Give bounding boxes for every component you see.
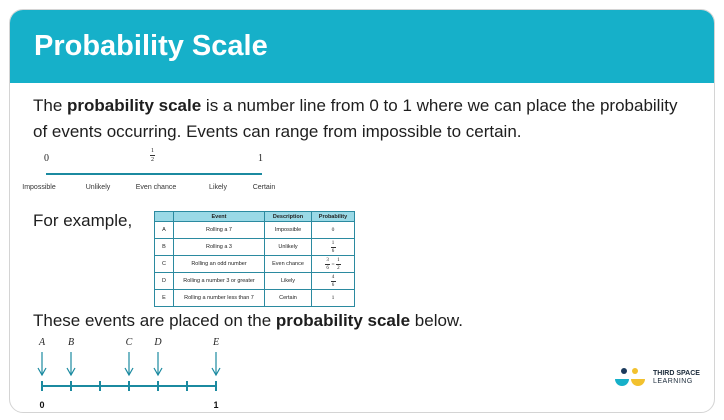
half-denominator: 2 [151, 157, 154, 163]
row-description: Unlikely [265, 239, 312, 256]
row-letter: C [155, 256, 174, 273]
table-row [155, 239, 355, 256]
scale-arrows-and-line [36, 335, 226, 397]
event-letter-a: A [38, 337, 46, 348]
header-event: Event [174, 212, 265, 222]
scale-line [46, 173, 262, 175]
header-description: Description [265, 212, 312, 222]
row-description: Likely [265, 273, 312, 290]
prob-denominator: 6 [331, 248, 335, 254]
prob-denominator: 6 [331, 282, 335, 288]
scale-half-label [150, 148, 155, 163]
table-row [155, 222, 355, 239]
prob-numerator-simplified: 1 [337, 257, 340, 263]
row-event: Rolling a 3 [174, 239, 265, 256]
row-event: Rolling a number less than 7 [174, 290, 265, 307]
table-row [155, 290, 355, 307]
table-header-row [155, 212, 355, 222]
arrow-c [125, 352, 133, 375]
scale-end-label: 1 [258, 153, 263, 164]
prob-denominator-simplified: 2 [337, 265, 340, 271]
page-title: Probability Scale [34, 30, 268, 62]
row-probability [312, 273, 355, 290]
arrow-d [154, 352, 162, 375]
intro-text-start: The [33, 96, 68, 115]
row-description: Even chance [265, 256, 312, 273]
sentence-bold-term: probability scale [275, 311, 411, 330]
example-label: For example, [33, 211, 133, 230]
sentence-text-end: below. [410, 311, 463, 330]
row-letter: A [155, 222, 174, 239]
row-event: Rolling an odd number [174, 256, 265, 273]
logo-text [653, 370, 700, 386]
logo-line-2: LEARNING [653, 378, 693, 385]
slide-card [9, 9, 715, 413]
row-probability [312, 256, 355, 273]
half-numerator: 1 [151, 148, 154, 154]
row-probability [312, 239, 355, 256]
sentence-text-start: These events are placed on the [33, 311, 276, 330]
intro-text-end: is a number line from 0 to 1 where we can place the probability of events occurring. Events can range from impossible to certain. [33, 96, 678, 141]
events-sentence [33, 311, 463, 331]
logo-line-1: THIRD SPACE [653, 370, 700, 377]
intro-paragraph [33, 93, 693, 145]
arrow-b [67, 352, 75, 375]
bottom-scale-end: 1 [213, 400, 219, 410]
probability-scale-top [22, 148, 290, 197]
intro-bold-term: probability scale [67, 96, 202, 115]
prob-numerator: 4 [331, 274, 335, 280]
logo-mark-icon [613, 367, 647, 389]
label-unlikely: Unlikely [85, 184, 111, 191]
label-even-chance: Even chance [135, 184, 177, 191]
label-certain: Certain [252, 184, 276, 191]
bottom-number-line [42, 381, 216, 391]
event-letter-e: E [212, 337, 220, 348]
row-letter: D [155, 273, 174, 290]
events-table [154, 211, 355, 307]
event-letter-c: C [125, 337, 133, 348]
event-letter-d: D [154, 337, 162, 348]
row-probability: 1 [312, 290, 355, 307]
bottom-scale-start: 0 [39, 400, 45, 410]
header-bar [10, 10, 714, 83]
table-row [155, 273, 355, 290]
table-row [155, 256, 355, 273]
row-event: Rolling a number 3 or greater [174, 273, 265, 290]
arrow-e [212, 352, 220, 375]
prob-denominator: 6 [326, 265, 329, 271]
scale-start-label: 0 [44, 153, 49, 164]
row-probability: 0 [312, 222, 355, 239]
prob-equals: = [331, 261, 335, 268]
label-likely: Likely [209, 184, 227, 191]
event-letter-b: B [67, 337, 75, 348]
arrow-a [38, 352, 46, 375]
probability-scale-bottom [36, 335, 246, 413]
brand-logo [613, 367, 700, 389]
row-description: Impossible [265, 222, 312, 239]
prob-numerator: 1 [331, 240, 335, 246]
row-description: Certain [265, 290, 312, 307]
row-letter: E [155, 290, 174, 307]
header-letter [155, 212, 174, 222]
row-letter: B [155, 239, 174, 256]
prob-numerator: 3 [326, 257, 329, 263]
row-event: Rolling a 7 [174, 222, 265, 239]
label-impossible: Impossible [22, 184, 56, 191]
header-probability: Probability [312, 212, 355, 222]
